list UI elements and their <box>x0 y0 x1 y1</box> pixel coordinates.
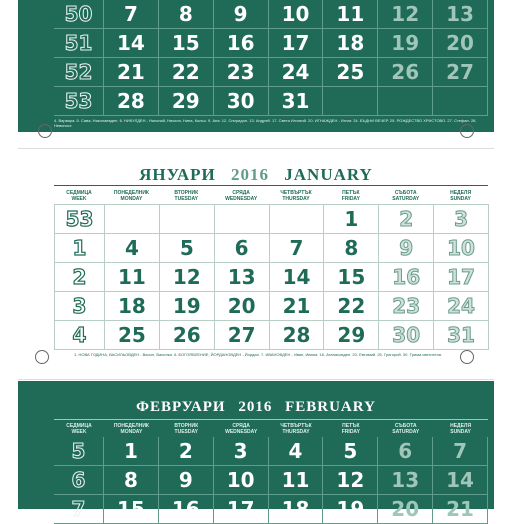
day-cell: 16 <box>159 495 214 524</box>
weekday-header-en: FRIDAY <box>341 195 360 202</box>
day-cell: 11 <box>323 0 378 29</box>
day-cell: 25 <box>323 58 378 87</box>
day-cell: 9 <box>214 0 269 29</box>
month-en: FEBRUARY <box>285 399 376 415</box>
january-sheet <box>18 148 494 380</box>
weekend-day-cell: 16 <box>379 263 434 292</box>
day-cell: 6 <box>215 234 270 263</box>
weekday-header-bg: ПОНЕДЕЛНИК <box>113 189 149 196</box>
weekend-day-cell: 12 <box>378 0 433 29</box>
weekend-day-cell: 30 <box>379 321 434 350</box>
day-cell: 21 <box>270 292 325 321</box>
weekday-header-bg: СРЯДА <box>232 422 250 429</box>
day-cell: 26 <box>160 321 215 350</box>
weekday-header <box>323 421 378 436</box>
weekday-header-en: SUNDAY <box>450 428 471 435</box>
day-cell: 10 <box>269 0 324 29</box>
day-cell: 27 <box>215 321 270 350</box>
weekday-header <box>214 188 269 203</box>
day-cell: 30 <box>214 87 269 116</box>
week-number: 52 <box>54 58 104 87</box>
february-sheet <box>18 381 494 521</box>
weekday-header-en: FRIDAY <box>341 428 360 435</box>
day-cell <box>160 205 215 234</box>
day-cell: 2 <box>159 437 214 466</box>
day-cell: 12 <box>323 466 378 495</box>
day-cell: 4 <box>269 437 324 466</box>
day-cell: 29 <box>159 87 214 116</box>
weekday-header <box>269 421 324 436</box>
month-en: JANUARY <box>284 165 373 184</box>
january-holidays: 1. НОВА ГОДИНА, ВАСИЛЬОВДЕН - Васил, Василка. 6. БОГОЯВЛЕНИЕ, ЙОРДАНОВДЕН - Йордан. 7. ИВАНОВДЕН - Иван, Ивана. 18. Атанасовден. 20. Евтимий. 25. Григорий. 30. Трима светители. <box>74 352 443 357</box>
week-number: 4 <box>55 321 105 350</box>
day-cell: 11 <box>269 466 324 495</box>
weekday-header-bg: СЪБОТА <box>394 422 417 429</box>
december-holidays: 4. Варвара. 5. Сава, Николаевден. 6. НИКУЛДЕН - Николай, Никола, Нина, Кольо. 9. Ана. 12. Спиридон. 13. Андрей. 17. Свети Игнатий. 20. ИГНАЖДЕН - Игнат. 24. БЪДНИ ВЕЧЕР. 25. РОЖДЕСТВО ХРИСТОВО. 27. Стефан. 28. Невиност. <box>54 118 477 128</box>
weekday-header <box>269 188 324 203</box>
week-number: 5 <box>54 437 104 466</box>
day-cell: 1 <box>104 437 159 466</box>
january-weekday-headers <box>54 188 488 203</box>
weekend-day-cell: 13 <box>378 466 433 495</box>
weekend-day-cell: 23 <box>379 292 434 321</box>
weekend-day-cell: 31 <box>434 321 489 350</box>
day-cell: 22 <box>159 58 214 87</box>
day-cell: 13 <box>215 263 270 292</box>
weekday-header-en: WEEK <box>71 428 87 435</box>
weekday-header-en: SUNDAY <box>450 195 471 202</box>
day-cell <box>270 205 325 234</box>
weekend-day-cell: 2 <box>379 205 434 234</box>
day-cell: 29 <box>324 321 379 350</box>
day-cell: 3 <box>214 437 269 466</box>
day-cell: 14 <box>270 263 325 292</box>
year: 2016 <box>231 165 270 184</box>
day-cell: 18 <box>323 29 378 58</box>
week-number: 1 <box>55 234 105 263</box>
month-bg: ФЕВРУАРИ <box>136 399 226 415</box>
weekday-header-bg: ПЕТЪК <box>342 189 360 196</box>
day-cell: 7 <box>104 0 159 29</box>
weekday-header-en: SATURDAY <box>392 195 420 202</box>
weekend-day-cell: 19 <box>378 29 433 58</box>
weekday-header <box>104 188 159 203</box>
day-cell: 19 <box>160 292 215 321</box>
weekday-header <box>54 188 104 203</box>
weekday-header-bg: ВТОРНИК <box>174 422 199 429</box>
weekday-header <box>378 421 433 436</box>
day-cell: 15 <box>104 495 159 524</box>
weekend-day-cell: 3 <box>434 205 489 234</box>
weekday-header <box>159 421 214 436</box>
day-cell: 1 <box>324 205 379 234</box>
weekday-header <box>54 421 104 436</box>
week-number: 7 <box>54 495 104 524</box>
day-cell: 19 <box>323 495 378 524</box>
day-cell: 8 <box>324 234 379 263</box>
day-cell: 14 <box>104 29 159 58</box>
january-grid <box>54 204 489 350</box>
weekday-header-en: THURSDAY <box>282 195 310 202</box>
week-number: 53 <box>54 87 104 116</box>
weekend-day-cell: 21 <box>433 495 488 524</box>
day-cell <box>215 205 270 234</box>
weekday-header-en: MONDAY <box>120 195 143 202</box>
binding-ring-left <box>38 124 52 138</box>
weekend-day-cell: 14 <box>433 466 488 495</box>
day-cell: 20 <box>215 292 270 321</box>
day-cell <box>323 87 378 116</box>
weekend-day-cell <box>433 87 488 116</box>
day-cell: 28 <box>104 87 159 116</box>
day-cell: 11 <box>105 263 160 292</box>
day-cell: 16 <box>214 29 269 58</box>
weekday-header-bg: ЧЕТВЪРТЪК <box>280 422 312 429</box>
january-title <box>18 165 494 185</box>
binding-ring-right-2 <box>460 350 474 364</box>
day-cell: 9 <box>159 466 214 495</box>
weekday-header-en: THURSDAY <box>282 428 310 435</box>
day-cell <box>105 205 160 234</box>
year: 2016 <box>238 399 273 415</box>
weekday-header <box>323 188 378 203</box>
weekday-header-bg: СЕДМИЦА <box>66 189 92 196</box>
week-number: 3 <box>55 292 105 321</box>
weekend-day-cell: 24 <box>434 292 489 321</box>
day-cell: 15 <box>159 29 214 58</box>
weekday-header-en: WEEK <box>71 195 87 202</box>
day-cell: 8 <box>104 466 159 495</box>
weekend-day-cell: 6 <box>378 437 433 466</box>
february-grid <box>54 437 488 524</box>
weekend-day-cell: 20 <box>433 29 488 58</box>
weekday-header-bg: СЕДМИЦА <box>66 422 92 429</box>
day-cell: 10 <box>214 466 269 495</box>
weekend-day-cell: 13 <box>433 0 488 29</box>
weekday-header <box>433 421 488 436</box>
week-number: 2 <box>55 263 105 292</box>
week-number: 51 <box>54 29 104 58</box>
day-cell: 5 <box>323 437 378 466</box>
weekday-header-bg: ВТОРНИК <box>174 189 199 196</box>
february-title <box>18 399 494 416</box>
weekday-header <box>104 421 159 436</box>
weekday-header <box>378 188 433 203</box>
day-cell: 17 <box>214 495 269 524</box>
day-cell: 5 <box>160 234 215 263</box>
weekend-day-cell: 9 <box>379 234 434 263</box>
day-cell: 23 <box>214 58 269 87</box>
day-cell: 8 <box>159 0 214 29</box>
weekend-day-cell: 20 <box>378 495 433 524</box>
weekday-header-en: TUESDAY <box>174 195 198 202</box>
weekday-header <box>159 188 214 203</box>
binding-ring-right <box>460 124 474 138</box>
weekday-header-en: WEDNESDAY <box>225 428 258 435</box>
december-sheet <box>18 0 494 132</box>
weekday-header-en: SATURDAY <box>392 428 420 435</box>
month-bg: ЯНУАРИ <box>139 165 216 184</box>
binding-ring-left-2 <box>35 350 49 364</box>
weekend-day-cell: 7 <box>433 437 488 466</box>
weekend-day-cell: 27 <box>433 58 488 87</box>
day-cell: 4 <box>105 234 160 263</box>
weekday-header-bg: ПЕТЪК <box>342 422 360 429</box>
day-cell: 7 <box>270 234 325 263</box>
weekend-day-cell: 26 <box>378 58 433 87</box>
day-cell: 18 <box>269 495 324 524</box>
weekday-header-bg: ЧЕТВЪРТЪК <box>280 189 312 196</box>
day-cell: 25 <box>105 321 160 350</box>
day-cell: 22 <box>324 292 379 321</box>
week-number: 6 <box>54 466 104 495</box>
weekend-day-cell: 17 <box>434 263 489 292</box>
day-cell: 17 <box>269 29 324 58</box>
february-weekday-headers <box>54 421 488 436</box>
day-cell: 24 <box>269 58 324 87</box>
day-cell: 12 <box>160 263 215 292</box>
day-cell: 31 <box>269 87 324 116</box>
day-cell: 18 <box>105 292 160 321</box>
weekday-header-bg: СРЯДА <box>232 189 250 196</box>
week-number: 53 <box>55 205 105 234</box>
december-grid <box>54 0 488 116</box>
weekday-header-en: MONDAY <box>120 428 143 435</box>
weekend-day-cell: 10 <box>434 234 489 263</box>
day-cell: 28 <box>270 321 325 350</box>
weekday-header-bg: НЕДЕЛЯ <box>450 422 472 429</box>
weekday-header-bg: СЪБОТА <box>394 189 417 196</box>
weekday-header <box>214 421 269 436</box>
day-cell: 21 <box>104 58 159 87</box>
weekday-header-bg: НЕДЕЛЯ <box>450 189 472 196</box>
weekday-header-bg: ПОНЕДЕЛНИК <box>113 422 149 429</box>
weekday-header <box>433 188 488 203</box>
weekend-day-cell <box>378 87 433 116</box>
day-cell: 15 <box>324 263 379 292</box>
week-number: 50 <box>54 0 104 29</box>
weekday-header-en: TUESDAY <box>174 428 198 435</box>
weekday-header-en: WEDNESDAY <box>225 195 258 202</box>
